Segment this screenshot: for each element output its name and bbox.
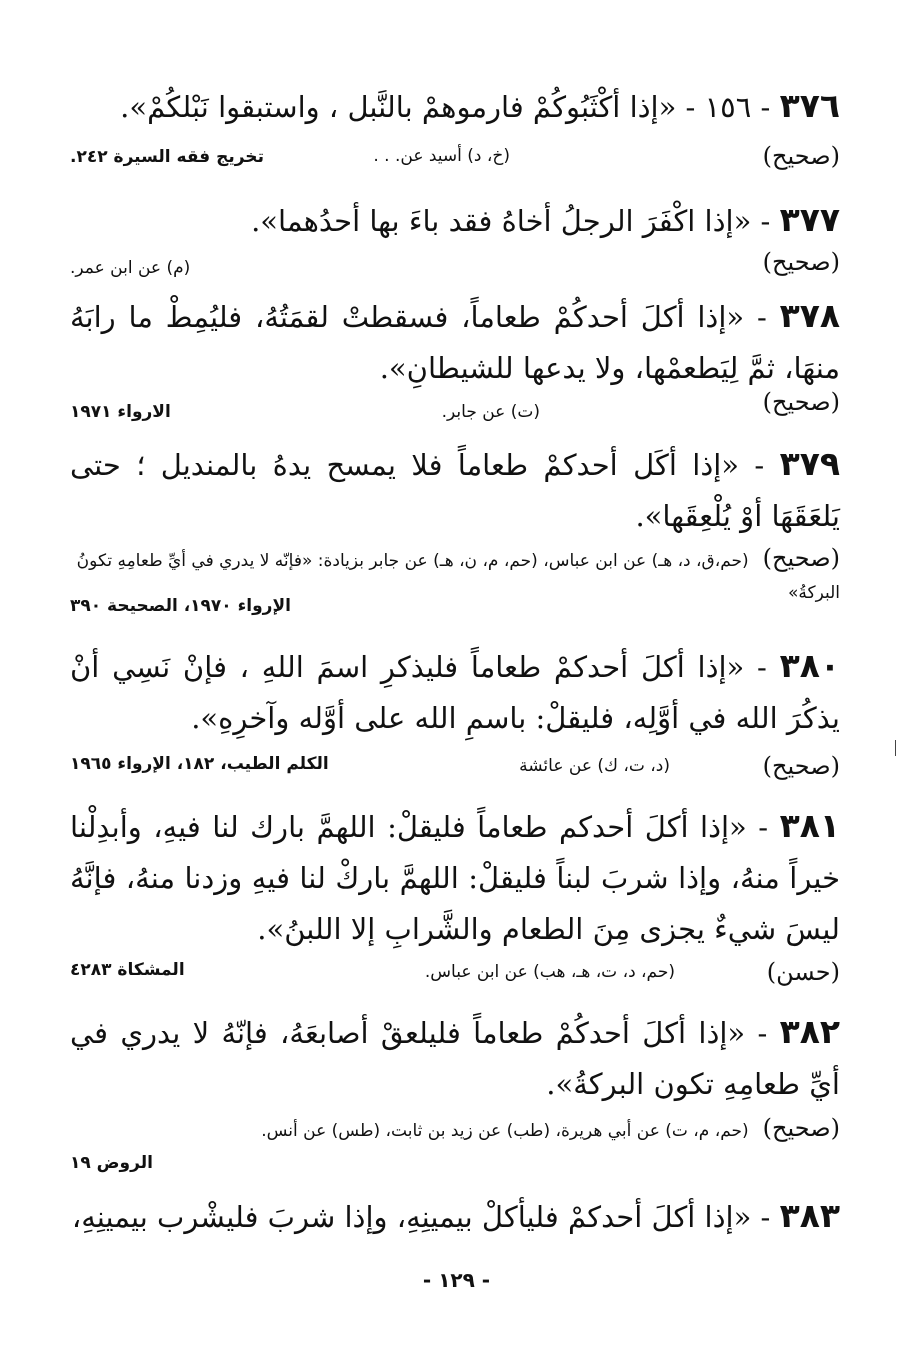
hadith-text: - «إذا أكلَ أحدكم طعاماً فليقلْ: اللهمَّ بارك لنا فيهِ، وأبدِلْنا خيراً منهُ، وإذا شربَ لبناً فليقلْ: اللهمَّ باركْ لنا فيهِ وزدنا منهُ، فإنَّهُ ليسَ شيءٌ يجزى مِنَ الطعام والشَّرابِ إلا اللبنُ». xyxy=(70,810,840,946)
page-number: - ١٢٩ - xyxy=(422,1268,491,1292)
hadith-377 xyxy=(70,194,840,247)
hadith-text: - «إذا أكَل أحدكمْ طعاماً فلا يمسح يدهُ بالمنديل ؛ حتى يَلعَقَهَا أوْ يُلْعِقَها». xyxy=(70,448,840,533)
source-text: (حم،ق، د، هـ) عن ابن عباس، (حم، م، ن، هـ) عن جابر بزيادة: «فإنّه لا يدري في أيِّ طعامِهِ تكونُ البركةُ» xyxy=(76,551,840,603)
grade-label: (صحيح) xyxy=(762,544,840,572)
reference-text: المشكاة ٤٢٨٣ xyxy=(70,960,185,980)
hadith-text: - «إذا أكلَ أحدكمْ طعاماً فليذكرِ اسمَ اللهِ ، فإنْ نَسِي أنْ يذكُرَ الله في أوَّلِه، فليقلْ: باسمِ الله على أوَّله وآخرِهِ». xyxy=(70,650,840,735)
hadith-text: - «إذا أكلَ أحدكمْ فليأكلْ بيمينِهِ، وإذا شربَ فليشْرب بيمينِهِ، xyxy=(71,1200,771,1234)
hadith-text: - «إذا أكلَ أحدكُمْ طعاماً، فسقطتْ لقمَتُهُ، فليُمِطْ ما رابَهُ منهَا، ثمَّ لِيَطعمْها، ولا يدعها للشيطانِ». xyxy=(70,300,840,385)
hadith-number: ٣٧٧ xyxy=(779,200,840,239)
reference-text: الكلم الطيب، ١٨٢، الإرواء ١٩٦٥ xyxy=(70,754,329,774)
reference-text: تخريج فقه السيرة ٢٤٢. xyxy=(70,147,264,167)
hadith-379 xyxy=(70,438,840,542)
hadith-376-meta xyxy=(70,138,840,178)
hadith-383 xyxy=(70,1190,840,1243)
source-text: (م) عن ابن عمر. xyxy=(70,258,191,278)
margin-mark xyxy=(895,740,896,756)
hadith-number: ٣٨١ xyxy=(779,806,841,845)
hadith-number: ٣٨٠ xyxy=(779,646,840,685)
hadith-number: ٣٧٨ xyxy=(779,296,841,335)
hadith-382-meta xyxy=(70,1112,840,1179)
hadith-number: ٣٧٩ xyxy=(779,444,840,483)
grade-label: (صحيح) xyxy=(762,752,840,780)
source-text: (حم، د، ت، هـ، هب) عن ابن عباس. xyxy=(424,962,675,982)
hadith-text: - «إذا أكلَ أحدكُمْ طعاماً فليلعقْ أصابعَهُ، فإنّهُ لا يدري في أيِّ طعامِهِ تكون البركةُ». xyxy=(70,1016,840,1101)
grade-label: (صحيح) xyxy=(762,142,840,170)
reference-text: الارواء ١٩٧١ xyxy=(70,402,171,422)
grade-label: (حسن) xyxy=(766,958,840,986)
hadith-376 xyxy=(70,80,840,133)
hadith-text: - «إذا اكْفَرَ الرجلُ أخاهُ فقد باءَ بها أحدُهما». xyxy=(251,204,771,238)
grade-label: (صحيح) xyxy=(762,388,840,416)
hadith-381-meta xyxy=(70,954,840,994)
hadith-number: ٣٨٢ xyxy=(779,1012,840,1051)
source-text: (ت) عن جابر. xyxy=(441,402,540,422)
hadith-377-meta xyxy=(70,244,840,284)
hadith-378 xyxy=(70,290,840,394)
hadith-381 xyxy=(70,800,840,955)
source-text: (خ، د) أسيد عن. . . xyxy=(373,146,510,166)
hadith-382 xyxy=(70,1006,840,1110)
hadith-380-meta xyxy=(70,748,840,788)
hadith-number: ٣٧٦ xyxy=(779,86,840,125)
source-text: (د، ت، ك) عن عائشة xyxy=(519,756,670,776)
hadith-378-meta xyxy=(70,384,840,424)
hadith-380 xyxy=(70,640,840,744)
hadith-text: - ١٥٦ - «إذا أكْثَبُوكُمْ فارموهمْ بالنَّبل ، واستبقوا نَبْلكُمْ». xyxy=(120,90,771,124)
source-text: (حم، م، ت) عن أبي هريرة، (طب) عن زيد بن ثابت، (طس) عن أنس. xyxy=(261,1121,749,1141)
reference-text: الإرواء ١٩٧٠، الصحيحة ٣٩٠ xyxy=(70,596,291,616)
grade-label: (صحيح) xyxy=(762,248,840,276)
grade-label: (صحيح) xyxy=(762,1114,840,1142)
reference-text: الروض ١٩ xyxy=(70,1153,153,1173)
hadith-number: ٣٨٣ xyxy=(779,1196,840,1235)
hadith-379-reference xyxy=(70,594,840,624)
